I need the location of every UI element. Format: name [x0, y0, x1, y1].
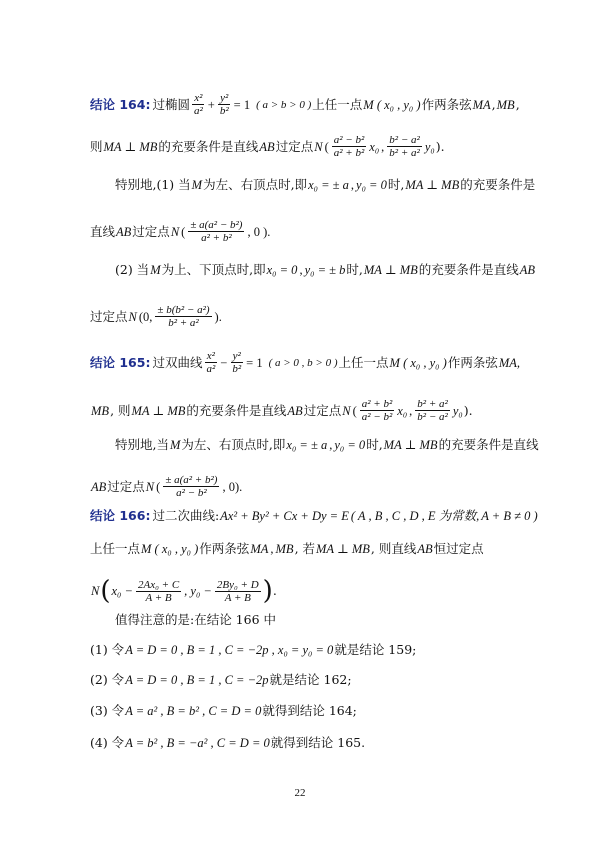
fixed-point-x-fraction: $\frac{\text{2Ax₀ + C}}{A + B}$ — [137, 578, 180, 604]
c164-special1-line1: 特别地,(1) 当 M 为左、右顶点时,即 x₀ = ± a , y₀ = 0 时, MA ⊥ MB 的充要条件是 — [115, 177, 536, 192]
fixed-point-y-fraction: $\frac{\text{2By₀ + D}}{A + B}$ — [216, 578, 259, 604]
note-item: (4) 令 A = b² , B = −a² , C = D = 0 就得到结论 165. — [90, 735, 366, 750]
c164-special1-line2: 直线 AB 过定点 N ( $\frac{\text{± a(a² − b²)}}{\text{a² + b²}}$ , 0 ). — [90, 219, 271, 244]
special2-fraction: $\frac{\text{± b(b² − a²)}}{\text{b² + a²}}$ — [157, 304, 210, 329]
c164-tag: 结论 164: — [90, 96, 151, 112]
notes-heading: 值得注意的是:在结论 166 中 — [115, 612, 277, 627]
c164-line1: 结论 164: 过椭圆 $\frac{\text{x²}}{\text{a²}}$ + $\frac{\text{y²}}{\text{b²}}$ = 1 ( a > b > 0 ) 上任一点 M ( x₀ , y₀ ) 作两条弦 MA , MB , — [90, 92, 520, 117]
hyperbola-term-y: $\frac{\text{y²}}{\text{b²}}$ — [232, 350, 242, 375]
conic-equation: Ax² + By² + Cx + Dy = E — [220, 509, 349, 523]
ellipse-term-y: $\frac{\text{y²}}{\text{b²}}$ — [219, 92, 229, 117]
c165-tag: 结论 165: — [90, 354, 151, 370]
c166-tag: 结论 166: — [90, 508, 151, 523]
c166-line3: N ( x₀ − $\frac{\text{2Ax₀ + C}}{A + B}$ , y₀ − $\frac{\text{2By₀ + D}}{A + B}$ ) . — [91, 576, 277, 606]
c165-n-x-fraction: $\frac{\text{a² + b²}}{\text{a² − b²}}$ — [361, 398, 393, 423]
page-number: 22 — [294, 787, 306, 799]
c164-line2: 则 MA ⊥ MB 的充要条件是直线 AB 过定点 N ( $\frac{\text{a² − b²}}{\text{a² + b²}}$ x₀ , $\frac{\text{b² − a²}}{\text{b² + a²}}$ y₀ ). — [90, 134, 445, 159]
n-y-fraction: $\frac{\text{b² − a²}}{\text{b² + a²}}$ — [389, 134, 420, 159]
c165-special-fraction: $\frac{\text{± a(a² + b²)}}{\text{a² − b²}}$ — [165, 474, 218, 499]
note-item: (3) 令 A = a² , B = b² , C = D = 0 就得到结论 164; — [90, 703, 357, 718]
note-item: (1) 令 A = D = 0 , B = 1 , C = −2p , x₀ = y₀ = 0 就是结论 159; — [90, 642, 417, 657]
c164-special2-line1: (2) 当 M 为上、下顶点时,即 x₀ = 0 , y₀ = ± b 时, MA ⊥ MB 的充要条件是直线 AB — [115, 262, 536, 277]
note-item: (2) 令 A = D = 0 , B = 1 , C = −2p 就是结论 162; — [90, 672, 352, 687]
hyperbola-term-x: $\frac{\text{x²}}{\text{a²}}$ — [206, 350, 216, 375]
n-x-fraction: $\frac{\text{a² − b²}}{\text{a² + b²}}$ — [333, 134, 365, 159]
c166-line2: 上任一点 M ( x₀ , y₀ ) 作两条弦 MA , MB , 若 MA ⊥ MB , 则直线 AB 恒过定点 — [90, 541, 484, 556]
c165-n-y-fraction: $\frac{\text{b² + a²}}{\text{b² − a²}}$ — [417, 398, 448, 423]
c165-special-line2: AB 过定点 N ( $\frac{\text{± a(a² + b²)}}{\text{a² − b²}}$ , 0). — [91, 474, 243, 499]
c165-line1: 结论 165: 过双曲线 $\frac{\text{x²}}{\text{a²}}$ − $\frac{\text{y²}}{\text{b²}}$ = 1 ( a > 0 , b > 0 ) 上任一点 M ( x₀ , y₀ ) 作两条弦 MA, — [90, 350, 521, 375]
c166-line1: 结论 166: 过二次曲线: Ax² + By² + Cx + Dy = E ( A , B , C , D , E 为常数, A + B ≠ 0 ) — [90, 508, 538, 523]
ellipse-term-x: $\frac{\text{x²}}{\text{a²}}$ — [193, 92, 203, 117]
c164-cond: ( a > b > 0 ) — [256, 98, 312, 111]
c164-intro: 过椭圆 — [152, 96, 190, 112]
point-m: M ( x₀ , y₀ ) — [363, 97, 421, 112]
special1-fraction: $\frac{\text{± a(a² − b²)}}{\text{a² + b²}}$ — [190, 219, 243, 244]
c164-special2-line2: 过定点 N (0, $\frac{\text{± b(b² − a²)}}{\text{b² + a²}}$ ). — [90, 304, 222, 329]
c165-special-line1: 特别地,当 M 为左、右顶点时,即 x₀ = ± a , y₀ = 0 时, MA ⊥ MB 的充要条件是直线 — [115, 437, 539, 452]
c165-line2: MB , 则 MA ⊥ MB 的充要条件是直线 AB 过定点 N ( $\frac{\text{a² + b²}}{\text{a² − b²}}$ x₀ , $\frac{\text{b² + a²}}{\text{b² − a²}}$ y₀ ). — [91, 398, 473, 423]
